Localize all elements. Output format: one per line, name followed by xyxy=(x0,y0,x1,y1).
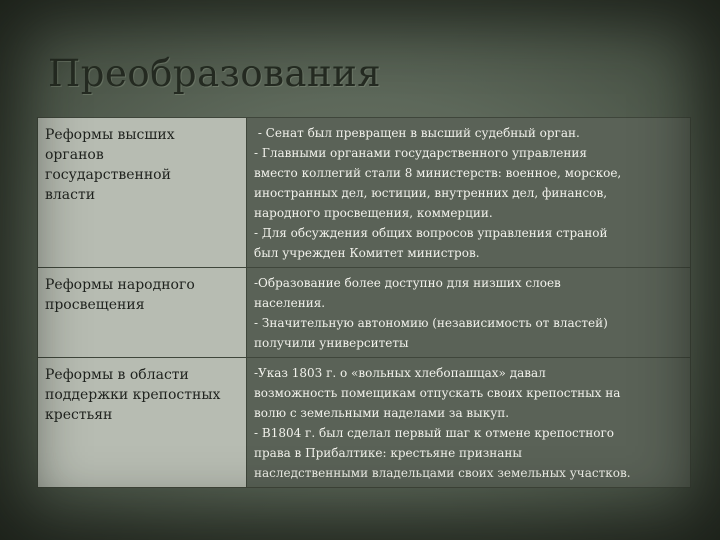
reform-description-line: волю с земельными наделами за выкуп. xyxy=(254,406,510,420)
reform-description-line: -Образование более доступно для низших слоев xyxy=(254,276,561,290)
reform-category-line: просвещения xyxy=(45,297,145,313)
reform-category-line: крестьян xyxy=(45,407,113,423)
reform-description-line: возможность помещикам отпускать своих крепостных на xyxy=(254,386,621,400)
table-row xyxy=(38,268,691,358)
table-row xyxy=(38,118,691,268)
reform-category-line: органов xyxy=(45,147,104,163)
reform-description-line: населения. xyxy=(254,296,326,310)
table-row xyxy=(38,358,691,488)
reform-category-line: государственной xyxy=(45,167,171,183)
reform-category-line: власти xyxy=(45,187,96,203)
reform-description-cell xyxy=(247,358,691,488)
slide-title: Преобразования xyxy=(48,52,382,95)
reform-category-line: поддержки крепостных xyxy=(45,387,221,403)
reform-description-line: права в Прибалтике: крестьяне признаны xyxy=(254,446,522,460)
reform-description-line: - Сенат был превращен в высший судебный орган. xyxy=(254,126,580,140)
reform-description-line: народного просвещения, коммерции. xyxy=(254,206,493,220)
reform-category-line: Реформы в области xyxy=(45,367,189,383)
reform-category-line: Реформы народного xyxy=(45,277,195,293)
reform-category-cell xyxy=(38,268,247,358)
reform-description-line: - В1804 г. был сделал первый шаг к отмене крепостного xyxy=(254,426,615,440)
reforms-table xyxy=(37,117,691,488)
reform-description-line: - Для обсуждения общих вопросов управления страной xyxy=(254,226,608,240)
reform-description-line: был учрежден Комитет министров. xyxy=(254,246,480,260)
reform-description-cell xyxy=(247,118,691,268)
reform-description-line: - Главными органами государственного управления xyxy=(254,146,587,160)
reform-category-line: Реформы высших xyxy=(45,127,175,143)
reform-description-line: наследственными владельцами своих земельных участков. xyxy=(254,466,631,480)
reform-description-line: вместо коллегий стали 8 министерств: военное, морское, xyxy=(254,166,622,180)
reform-description-line: иностранных дел, юстиции, внутренних дел, финансов, xyxy=(254,186,608,200)
reform-category-cell xyxy=(38,118,247,268)
reform-category-cell xyxy=(38,358,247,488)
reform-description-line: - Значительную автономию (независимость от властей) xyxy=(254,316,608,330)
reform-description-line: получили университеты xyxy=(254,336,409,350)
reform-description-cell xyxy=(247,268,691,358)
reform-description-line: -Указ 1803 г. о «вольных хлебопашцах» давал xyxy=(254,366,546,380)
